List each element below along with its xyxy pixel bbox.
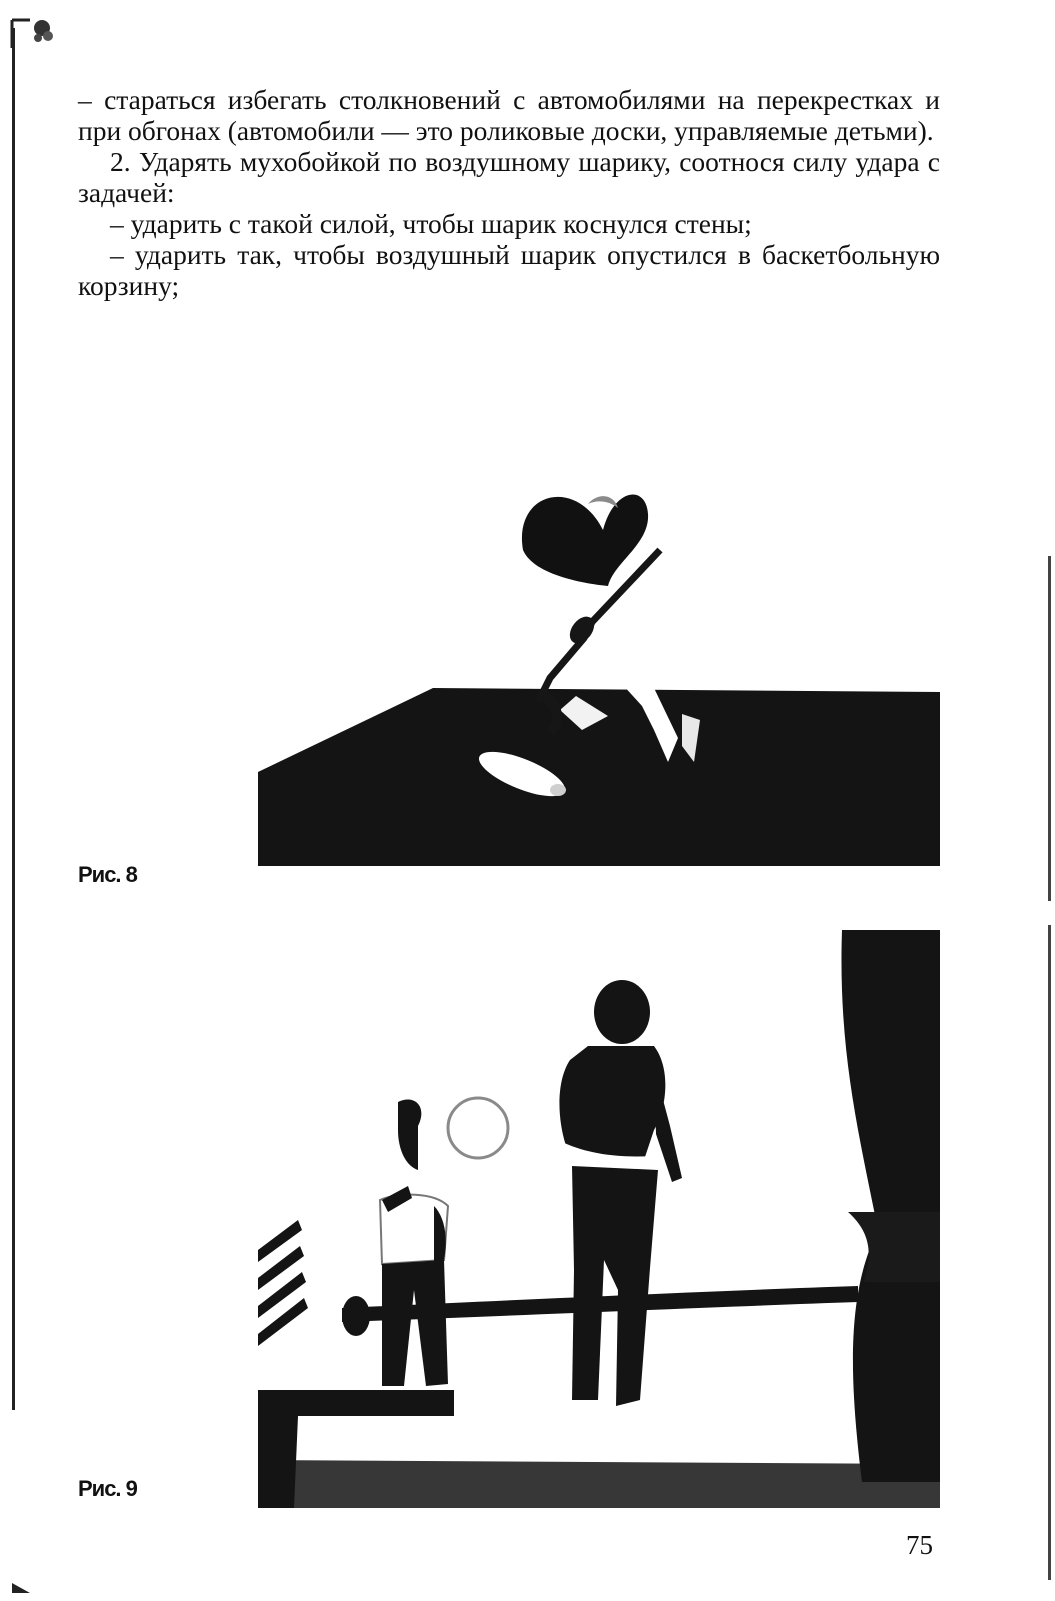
page-number: 75 <box>906 1530 933 1560</box>
figure-8-photo <box>258 470 940 884</box>
right-scan-border-lower <box>1048 925 1051 1580</box>
left-scan-border <box>12 28 15 1410</box>
right-scan-border-upper <box>1048 556 1051 901</box>
paragraph-hit-wall: – ударить с такой силой, чтобы шарик коснулся стены; <box>110 208 752 239</box>
paragraph-collisions: – стараться избегать столкновений с автомобилями на перекрестках и при обгонах (автомобили — это роликовые доски, управляемые детьми). <box>78 84 940 146</box>
paragraph-hit-basket: – ударить так, чтобы воздушный шарик опустился в баскетбольную корзину; <box>78 239 940 301</box>
figure-8-caption: Рис. 8 <box>78 862 137 887</box>
figure-9-photo <box>258 930 940 1508</box>
bottom-corner-mark <box>10 1581 32 1595</box>
body-text <box>78 84 940 301</box>
scan-corner-mark <box>8 14 56 50</box>
paragraph-exercise-2: 2. Ударять мухобойкой по воздушному шарику, соотнося силу удара с задачей: <box>78 146 940 208</box>
figure-9-caption: Рис. 9 <box>78 1476 137 1501</box>
